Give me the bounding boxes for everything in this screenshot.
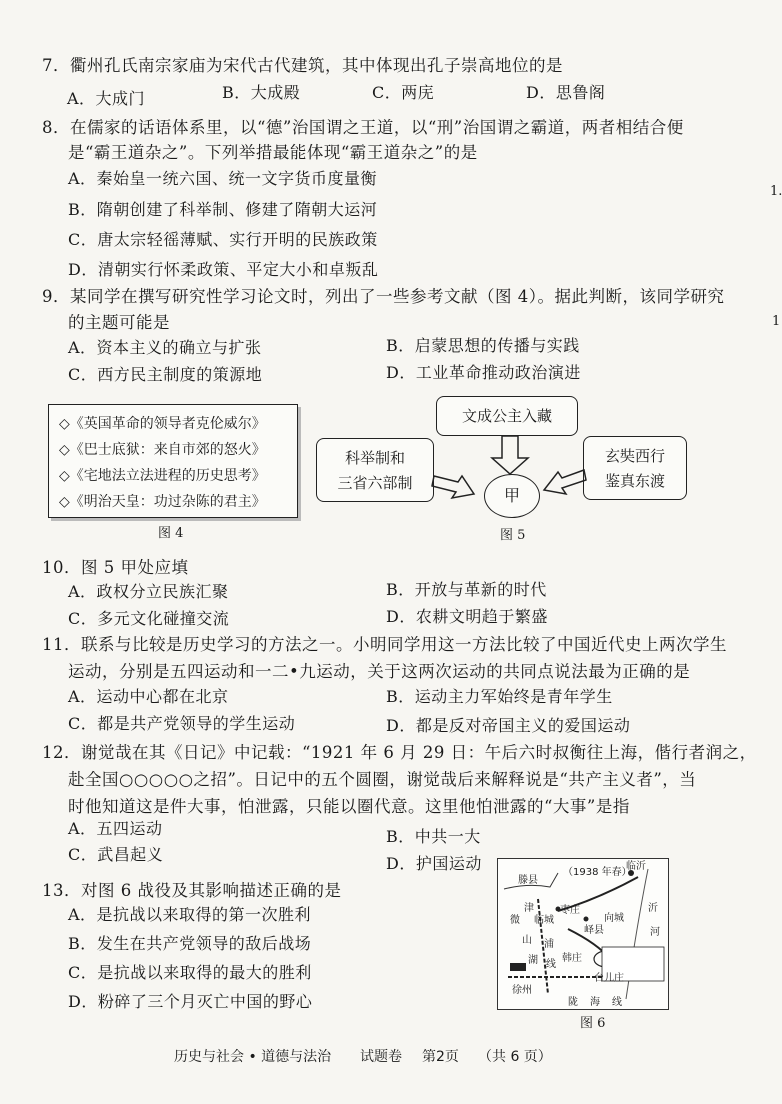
footer-page: 第2页 bbox=[422, 1049, 459, 1065]
q7-option-d: D．思鲁阁 bbox=[526, 83, 606, 102]
map-place: 陇 bbox=[568, 997, 578, 1008]
map-place: 向城 bbox=[604, 913, 624, 924]
q13-stem: 13．对图 6 战役及其影响描述正确的是 bbox=[42, 881, 342, 900]
q8-option-b: B．隋朝创建了科举制、修建了隋朝大运河 bbox=[68, 200, 378, 219]
q10-stem: 10．图 5 甲处应填 bbox=[42, 558, 189, 577]
down-arrow-icon bbox=[492, 436, 528, 474]
q8-option-c: C．唐太宗轻徭薄赋、实行开明的民族政策 bbox=[68, 230, 378, 249]
q10-option-c: C．多元文化碰撞交流 bbox=[68, 609, 230, 628]
map-place: 山 bbox=[522, 935, 532, 946]
q9-option-b: B．启蒙思想的传播与实践 bbox=[386, 336, 580, 355]
q13-option-c: C．是抗战以来取得的最大的胜利 bbox=[68, 963, 312, 982]
q9-stem-line1: 9．某同学在撰写研究性学习论文时，列出了一些参考文献（图 4）。据此判断，该同学研究 bbox=[42, 287, 725, 306]
map-place: 线 bbox=[546, 959, 556, 970]
q9-option-a: A．资本主义的确立与扩张 bbox=[68, 338, 262, 357]
map-place: 津 bbox=[524, 903, 534, 914]
footer-total: （共 6 页） bbox=[478, 1049, 552, 1065]
q12-option-b: B．中共一大 bbox=[386, 827, 481, 846]
map-place: 微 bbox=[510, 915, 520, 926]
figure-6-map bbox=[497, 858, 669, 1010]
q7-option-b: B．大成殿 bbox=[222, 83, 301, 102]
q12-stem-line1: 12．谢觉哉在其《日记》中记载：“1921 年 6 月 29 日：午后六时叔衡往上海，偕行者润之， bbox=[42, 743, 757, 762]
margin-mark-2: 1 bbox=[772, 314, 781, 329]
map-place: 枣庄 bbox=[560, 905, 580, 916]
q10-option-d: D．农耕文明趋于繁盛 bbox=[386, 607, 548, 626]
map-place: 台儿庄 bbox=[594, 973, 624, 984]
q12-stem-line3: 时他知道这是件大事，怕泄露，只能以圈代意。这里他怕泄露的“大事”是指 bbox=[68, 797, 630, 816]
q7-stem: 7．衢州孔氏南宗家庙为宋代古代建筑，其中体现出孔子崇高地位的是 bbox=[42, 56, 563, 75]
q13-option-a: A．是抗战以来取得的第一次胜利 bbox=[68, 905, 312, 924]
q8-option-a: A．秦始皇一统六国、统一文字货币度量衡 bbox=[68, 169, 378, 188]
figure-5-left-line2: 三省六部制 bbox=[337, 474, 413, 492]
q9-stem-line2: 的主题可能是 bbox=[68, 313, 170, 332]
q7-option-c: C．两庑 bbox=[372, 83, 435, 102]
q9-option-d: D．工业革命推动政治演进 bbox=[386, 363, 581, 382]
figure-5-right-box bbox=[583, 436, 687, 500]
map-place: 沂 bbox=[648, 903, 658, 914]
map-place: 滕县 bbox=[518, 875, 538, 886]
right-arrow-icon bbox=[432, 476, 474, 498]
q8-option-d: D．清朝实行怀柔政策、平定大小和卓叛乱 bbox=[68, 260, 379, 279]
footer-subject: 历史与社会 • 道德与法治 bbox=[174, 1049, 332, 1065]
reference-item: ◇《巴士底狱：来自市郊的怒火》 bbox=[59, 442, 266, 458]
q8-stem-line1: 8．在儒家的话语体系里，以“德”治国谓之王道，以“刑”治国谓之霸道，两者相结合便 bbox=[42, 118, 684, 137]
footer-paper: 试题卷 bbox=[360, 1049, 402, 1065]
map-place: 临城 bbox=[534, 915, 554, 926]
q12-stem-line2: 赴全国○○○○○之招”。日记中的五个圆圈，谢觉哉后来解释说是“共产主义者”，当 bbox=[68, 770, 697, 789]
figure-5-center-circle: 甲 bbox=[484, 474, 540, 518]
map-place: 湖 bbox=[528, 955, 538, 966]
q12-option-a: A．五四运动 bbox=[68, 819, 163, 838]
q8-stem-line2: 是“霸王道杂之”。下列举措最能体现“霸王道杂之”的是 bbox=[68, 143, 478, 162]
map-year: （1938 年春） bbox=[563, 867, 632, 878]
figure-5-top-box: 文成公主入藏 bbox=[436, 396, 578, 436]
figure-5-left-line1: 科举制和 bbox=[344, 449, 405, 467]
figure-4-reference-list bbox=[48, 404, 298, 518]
q12-option-c: C．武昌起义 bbox=[68, 845, 164, 864]
figure-5-caption: 图 5 bbox=[500, 528, 526, 543]
q9-option-c: C．西方民主制度的策源地 bbox=[68, 365, 263, 384]
q11-option-b: B．运动主力军始终是青年学生 bbox=[386, 687, 613, 706]
margin-mark-1: 1. bbox=[770, 184, 782, 199]
map-place: 徐州 bbox=[512, 985, 532, 996]
q11-stem-line2: 运动，分别是五四运动和一二•九运动，关于这两次运动的共同点说法最为正确的是 bbox=[68, 662, 691, 681]
q11-option-a: A．运动中心都在北京 bbox=[68, 687, 229, 706]
reference-item: ◇《明治天皇：功过杂陈的君主》 bbox=[59, 494, 266, 510]
map-place: 线 bbox=[612, 997, 622, 1008]
figure-6-caption: 图 6 bbox=[580, 1016, 606, 1031]
q7-option-a: A．大成门 bbox=[67, 89, 146, 108]
map-place: 海 bbox=[590, 997, 600, 1008]
reference-item: ◇《英国革命的领导者克伦威尔》 bbox=[59, 416, 266, 432]
figure-5-left-box bbox=[316, 438, 434, 502]
reference-item: ◇《宅地法立法进程的历史思考》 bbox=[59, 468, 266, 484]
figure-5-right-line2: 鉴真东渡 bbox=[604, 472, 665, 490]
q11-stem-line1: 11．联系与比较是历史学习的方法之一。小明同学用这一方法比较了中国近代史上两次学生 bbox=[42, 635, 727, 654]
figure-5-right-line1: 玄奘西行 bbox=[604, 447, 665, 465]
q11-option-c: C．都是共产党领导的学生运动 bbox=[68, 714, 296, 733]
figure-4-caption: 图 4 bbox=[158, 526, 184, 541]
map-place: 峄县 bbox=[584, 925, 604, 936]
figure-5-arrows bbox=[430, 430, 590, 500]
q12-option-d: D．护国运动 bbox=[386, 854, 482, 873]
left-arrow-icon bbox=[544, 470, 586, 494]
q10-option-a: A．政权分立民族汇聚 bbox=[68, 582, 229, 601]
map-place: 韩庄 bbox=[562, 953, 582, 964]
q11-option-d: D．都是反对帝国主义的爱国运动 bbox=[386, 716, 631, 735]
map-place: 河 bbox=[650, 927, 660, 938]
map-place: 临沂 bbox=[626, 861, 646, 872]
q13-option-d: D．粉碎了三个月灭亡中国的野心 bbox=[68, 992, 313, 1011]
q13-option-b: B．发生在共产党领导的敌后战场 bbox=[68, 934, 312, 953]
map-place: 浦 bbox=[544, 939, 554, 950]
q10-option-b: B．开放与革新的时代 bbox=[386, 580, 547, 599]
